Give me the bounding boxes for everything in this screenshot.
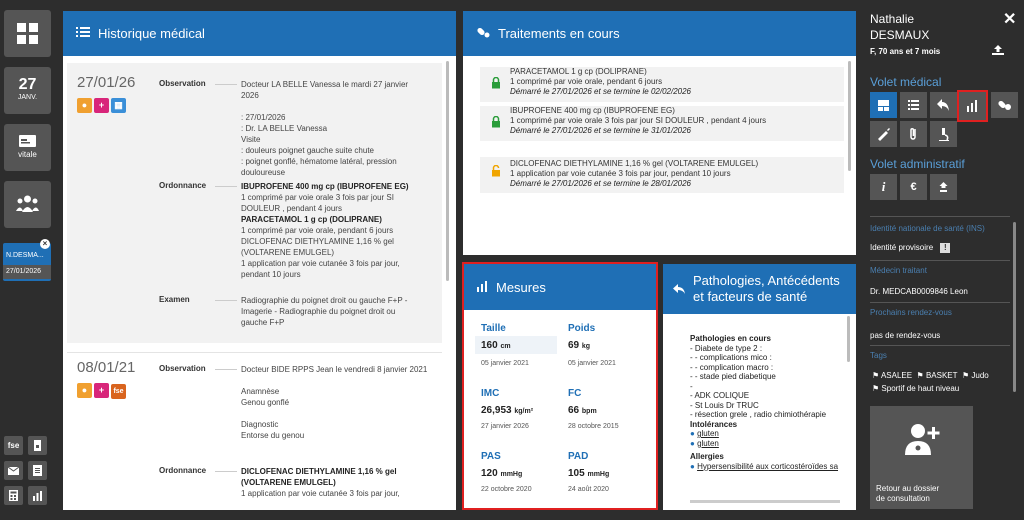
plus-icon[interactable]: + — [94, 98, 109, 113]
measure-date: 28 octobre 2015 — [568, 423, 619, 430]
ordonnance-text: IBUPROFENE 400 mg cp (IBUPROFENE EG) 1 comprimé par voie orale 3 fois par jour SI DOULEUR , pendant 4 jours PARACETAMOL 1 g cp (DOLIPRANE) 1 comprimé par voie orale, pendant 6 jours DICLOFENAC DIETHYLAMINE 1,16 % gel (VOLTARENE EMULGEL) 1 application par voie cutanée 3 fois par jour, pendant 10 jours — [241, 182, 409, 279]
ins-label: Identité nationale de santé (INS) — [870, 224, 985, 233]
people-icon — [4, 181, 51, 228]
euro-button[interactable]: € — [900, 174, 927, 200]
divider — [870, 216, 1010, 217]
mesures-title: Mesures — [496, 279, 546, 295]
patient-info: F, 70 ans et 7 mois — [870, 47, 941, 56]
measure-value: 120 mmHg — [481, 468, 523, 479]
fse-button[interactable]: fse — [4, 436, 23, 455]
measure-value: 69 kg — [568, 340, 591, 351]
pill-icon — [476, 25, 490, 42]
rdv-value: pas de rendez-vous — [870, 331, 941, 340]
treatment-posology: 1 comprimé par voie orale 3 fois par jour SI DOULEUR , pendant 4 jours — [510, 116, 767, 125]
measure-label: Poids — [568, 323, 596, 334]
treatment-item[interactable] — [480, 106, 844, 141]
patient-first-name: Nathalie — [870, 12, 915, 26]
document-icon[interactable] — [28, 461, 47, 480]
ins-value: Identité provisoire ! — [870, 243, 950, 253]
divider — [215, 300, 237, 301]
pathologies-title-1: Pathologies, Antécédents — [693, 273, 840, 288]
syringe-button[interactable] — [870, 121, 897, 147]
measure-date: 22 octobre 2020 — [481, 486, 532, 493]
ordonnance-text: DICLOFENAC DIETHYLAMINE 1,16 % gel (VOLTARENE EMULGEL) 1 application par voie cutanée 3 fois par jour, — [241, 467, 400, 498]
measure-date: 05 janvier 2021 — [481, 360, 529, 367]
plus-icon[interactable]: + — [94, 383, 109, 398]
list-icon — [76, 26, 90, 41]
tag[interactable]: ASALEE — [880, 371, 913, 380]
tag[interactable]: Sportif de haut niveau — [881, 384, 960, 393]
date-day: 27 — [18, 76, 37, 93]
measure-label: PAD — [568, 451, 589, 462]
treatment-posology: 1 comprimé par voie orale, pendant 6 jours — [510, 77, 663, 86]
measure-value: 66 bpm — [568, 405, 597, 416]
treatment-dates: Démarré le 27/01/2026 et se termine le 31/01/2026 — [510, 126, 692, 135]
lock-icon — [491, 77, 501, 89]
attachment-button[interactable] — [900, 121, 927, 147]
treatment-name: DICLOFENAC DIETHYLAMINE 1,16 % gel (VOLTARENE EMULGEL) — [510, 159, 759, 168]
traitements-header — [463, 11, 856, 56]
dashboard-button[interactable] — [870, 92, 897, 118]
measure-value: 105 mmHg — [568, 468, 610, 479]
team-button[interactable] — [4, 181, 51, 228]
vitale-card-button[interactable] — [4, 124, 51, 171]
mesures-button[interactable] — [957, 90, 988, 122]
observation-text: Docteur BIDE RPPS Jean le vendredi 8 janvier 2021 Anamnèse Genou gonflé Diagnostic Entorse du genou — [241, 365, 428, 440]
entry-date: 08/01/21 — [77, 359, 136, 376]
mail-icon[interactable] — [4, 461, 23, 480]
file-lock-icon[interactable] — [28, 436, 47, 455]
list-button[interactable] — [900, 92, 927, 118]
tag-icon: ⚑ — [961, 371, 970, 380]
examen-text: Radiographie du poignet droit ou gauche F+P - Imagerie - Radiographie du poignet droit ou gauche F+P — [241, 296, 408, 327]
return-consultation-button[interactable] — [870, 406, 973, 509]
treatment-name: IBUPROFENE 400 mg cp (IBUPROFENE EG) — [510, 106, 675, 115]
tag-icon: ⚑ — [916, 371, 924, 380]
patient-last-name: DESMAUX — [870, 28, 930, 42]
back-arrow-button[interactable] — [930, 92, 957, 118]
measure-date: 27 janvier 2026 — [481, 423, 529, 430]
historique-scrollbar[interactable] — [446, 61, 449, 281]
fse-icon[interactable]: fse — [111, 384, 126, 399]
tag[interactable]: Judo — [971, 371, 989, 380]
info-button[interactable]: i — [870, 174, 897, 200]
list-item[interactable]: ● Hypersensibilité aux corticostéroïdes sa — [690, 461, 839, 471]
observation-label: Observation — [159, 79, 206, 88]
measure-date: 24 août 2020 — [568, 486, 609, 493]
treatment-item[interactable] — [480, 67, 844, 102]
pill-button[interactable] — [991, 92, 1018, 118]
patient-tab-name: N.DESMA... — [6, 252, 44, 259]
ordonnance-label: Ordonnance — [159, 466, 207, 475]
pathologies-subtitle: Pathologies en cours — [690, 334, 771, 343]
measure-label: FC — [568, 388, 582, 399]
sidebar-scrollbar[interactable] — [1013, 222, 1016, 392]
list-item[interactable]: ● gluten — [690, 429, 719, 438]
user-icon[interactable]: ● — [77, 98, 92, 113]
volet-medical-title: Volet médical — [870, 75, 942, 89]
tag[interactable]: BASKET — [925, 371, 958, 380]
lock-icon — [491, 116, 501, 128]
upload-icon[interactable] — [992, 45, 1004, 55]
volet-admin-title: Volet administratif — [870, 157, 965, 171]
tag-icon: ⚑ — [872, 371, 880, 380]
bar-chart-icon — [477, 280, 488, 295]
close-icon[interactable]: ✕ — [1003, 11, 1017, 28]
user-icon[interactable]: ● — [77, 383, 92, 398]
measure-label: Taille — [481, 323, 506, 334]
patient-tab-date: 27/01/2026 — [3, 265, 51, 279]
entry-icons — [77, 95, 128, 113]
allergies-title: Allergies — [690, 452, 724, 461]
doc-icon[interactable]: ▦ — [111, 98, 126, 113]
intolerances-title: Intolérances — [690, 419, 738, 429]
measure-value: 26,953 kg/m² — [481, 405, 534, 416]
date-month: JANV. — [17, 94, 38, 101]
reply-arrow-icon — [673, 282, 685, 297]
observation-text: Docteur LA BELLE Vanessa le mardi 27 janvier 2026 : 27/01/2026 : Dr. LA BELLE Vanessa Visite : douleurs poignet gauche suite chute : poignet gonflé, hématome latéral, pression douloureuse — [241, 80, 409, 177]
entry-icons — [77, 380, 128, 399]
treatment-posology: 1 application par voie cutanée 3 fois par jour, pendant 10 jours — [510, 169, 731, 178]
warning-icon: ! — [940, 243, 950, 253]
medecin-value[interactable]: Dr. MEDCAB0009846 Leon — [870, 287, 968, 296]
treatment-name: PARACETAMOL 1 g cp (DOLIPRANE) — [510, 67, 647, 76]
divider — [870, 302, 1010, 303]
measure-label: PAS — [481, 451, 501, 462]
list-item[interactable]: ● gluten — [690, 438, 719, 448]
tags-label: Tags — [870, 351, 887, 360]
tag-icon: ⚑ — [872, 384, 880, 393]
vitale-label: vitale — [18, 150, 37, 159]
history-separator — [67, 352, 442, 353]
bar-chart-icon[interactable] — [28, 486, 47, 505]
grid-icon — [4, 10, 51, 57]
divider — [215, 369, 237, 370]
treatment-dates: Démarré le 27/01/2026 et se termine le 02/02/2026 — [510, 87, 692, 96]
return-label: Retour au dossier de consultation — [876, 484, 940, 503]
historique-header — [63, 11, 456, 56]
divider — [870, 345, 1010, 346]
unlock-icon — [491, 165, 501, 177]
traitements-scrollbar[interactable] — [848, 61, 851, 171]
observation-label: Observation — [159, 364, 206, 373]
add-doctor-icon — [902, 421, 944, 457]
treatment-item[interactable] — [480, 157, 844, 193]
pathologies-title-2: et facteurs de santé — [693, 289, 808, 304]
measure-value: 160 cm — [481, 340, 511, 351]
entry-date: 27/01/26 — [77, 74, 136, 91]
examen-label: Examen — [159, 295, 190, 304]
divider — [870, 260, 1010, 261]
treatment-dates: Démarré le 27/01/2026 et se termine le 28/01/2026 — [510, 179, 692, 188]
measure-date: 05 janvier 2021 — [568, 360, 616, 367]
medecin-label: Médecin traitant — [870, 266, 927, 275]
rdv-label: Prochains rendez-vous — [870, 308, 952, 317]
calculator-icon[interactable] — [4, 486, 23, 505]
date-button[interactable] — [4, 67, 51, 114]
close-tab-icon[interactable]: × — [40, 239, 50, 249]
divider — [215, 186, 237, 187]
mesures-header — [464, 264, 656, 310]
pathologies-content: Pathologies en cours - Diabete de type 2 : - - complications mico : - - complication macro : - - stade pied diabetique - - ADK COLIQUE - St Louis Dr TRUC - résection grele , radio chimiothérapie Intolérances ● gluten ● gluten Allergies ● Hypersensibilité aux corticostéroïdes sa — [690, 334, 850, 471]
traitements-title: Traitements en cours — [498, 26, 620, 41]
card-icon — [4, 124, 51, 150]
microscope-button[interactable] — [930, 121, 957, 147]
historique-title: Historique médical — [98, 26, 205, 41]
home-grid-button[interactable] — [4, 10, 51, 57]
pathologies-hscroll[interactable] — [690, 500, 840, 503]
divider — [215, 471, 237, 472]
pathologies-header — [663, 264, 856, 314]
divider — [215, 84, 237, 85]
upload-button[interactable] — [930, 174, 957, 200]
measure-label: IMC — [481, 388, 500, 399]
tags-list — [872, 369, 1007, 394]
ordonnance-label: Ordonnance — [159, 181, 207, 190]
